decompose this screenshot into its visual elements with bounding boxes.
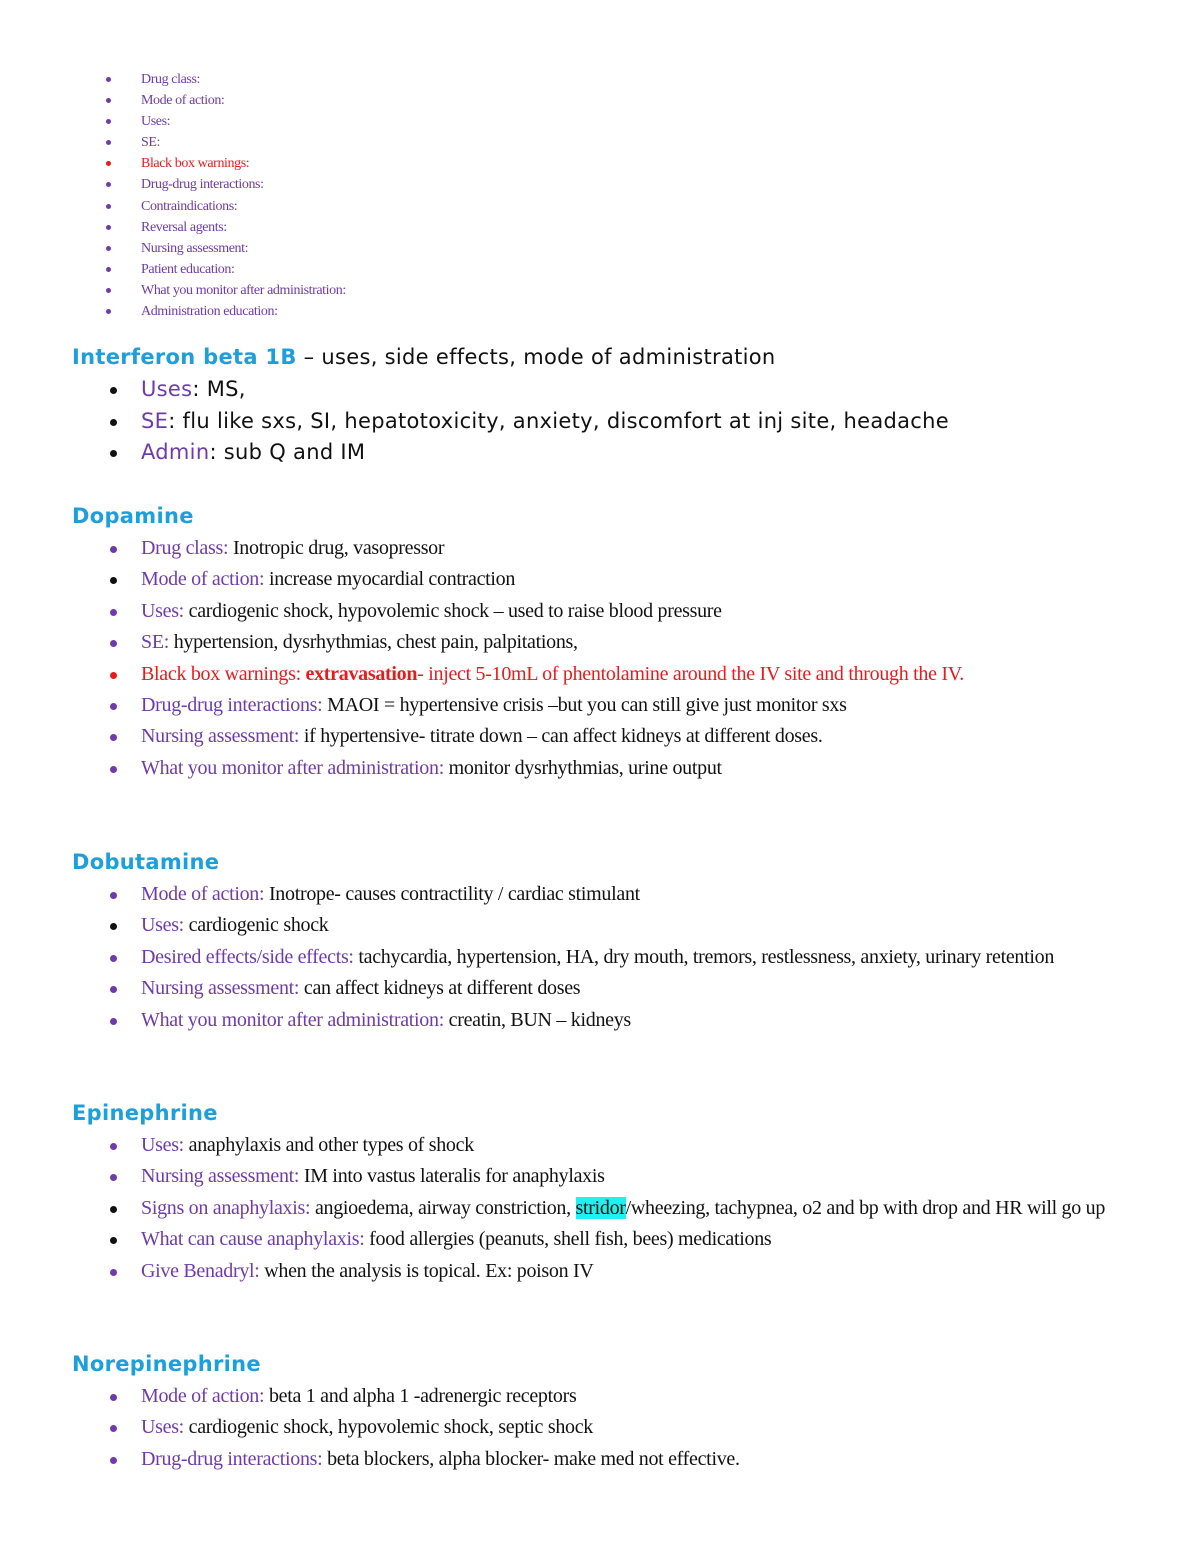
list-item: Signs on anaphylaxis: angioedema, airway constriction, stridor/wheezing, tachypnea, o2 and bp with drop and HR will go up	[72, 1193, 1152, 1224]
item-list	[72, 374, 1152, 469]
bullet-icon	[110, 1018, 117, 1025]
list-item: Drug-drug interactions: MAOI = hypertensive crisis –but you can still give just monitor sxs	[72, 690, 1152, 721]
list-item: Admin: sub Q and IM	[72, 437, 1152, 469]
bullet-icon	[110, 450, 117, 457]
list-item: Nursing assessment: can affect kidneys at different doses	[72, 973, 1152, 1004]
bullet-icon	[110, 955, 117, 962]
bullet-icon	[110, 703, 117, 710]
section-dopamine	[72, 501, 1152, 784]
item-list	[72, 1381, 1152, 1475]
template-field: Drug-drug interactions:	[106, 174, 346, 195]
template-field: SE:	[106, 132, 346, 153]
bullet-icon	[106, 182, 111, 187]
list-item: Drug-drug interactions: beta blockers, alpha blocker- make med not effective.	[72, 1444, 1152, 1475]
bullet-icon	[110, 1394, 117, 1401]
list-item: What you monitor after administration: monitor dysrhythmias, urine output	[72, 753, 1152, 784]
bullet-icon	[110, 672, 117, 679]
bullet-icon	[106, 267, 111, 272]
list-item: What you monitor after administration: creatin, BUN – kidneys	[72, 1005, 1152, 1036]
list-item: Mode of action: Inotrope- causes contractility / cardiac stimulant	[72, 879, 1152, 910]
bullet-icon	[110, 1237, 117, 1244]
list-item: Uses: cardiogenic shock	[72, 910, 1152, 941]
section-heading: Dobutamine	[72, 850, 220, 874]
section-norepinephrine	[72, 1349, 1152, 1475]
list-item: SE: flu like sxs, SI, hepatotoxicity, anxiety, discomfort at inj site, headache	[72, 406, 1152, 438]
bullet-icon	[106, 140, 111, 145]
bullet-icon	[110, 609, 117, 616]
list-item: Nursing assessment: if hypertensive- titrate down – can affect kidneys at different doses.	[72, 721, 1152, 752]
bullet-icon	[106, 119, 111, 124]
bullet-icon	[110, 1269, 117, 1276]
section-heading: Dopamine	[72, 504, 194, 528]
template-field: Patient education:	[106, 259, 346, 280]
bullet-icon	[110, 923, 117, 930]
bullet-icon	[106, 161, 111, 166]
template-field: Administration education:	[106, 301, 346, 322]
list-item: Uses: cardiogenic shock, hypovolemic shock, septic shock	[72, 1412, 1152, 1443]
list-item: What can cause anaphylaxis: food allergies (peanuts, shell fish, bees) medications	[72, 1224, 1152, 1255]
template-field: Contraindications:	[106, 196, 346, 217]
bullet-icon	[110, 387, 117, 394]
template-field: What you monitor after administration:	[106, 280, 346, 301]
section-heading: Interferon beta 1B – uses, side effects, mode of administration	[72, 345, 776, 369]
list-item: Give Benadryl: when the analysis is topical. Ex: poison IV	[72, 1256, 1152, 1287]
bullet-icon	[106, 288, 111, 293]
bullet-icon	[110, 1174, 117, 1181]
section-heading: Epinephrine	[72, 1101, 218, 1125]
bullet-icon	[110, 1143, 117, 1150]
list-item: Nursing assessment: IM into vastus lateralis for anaphylaxis	[72, 1161, 1152, 1192]
list-item: Drug class: Inotropic drug, vasopressor	[72, 533, 1152, 564]
bullet-icon	[110, 766, 117, 773]
highlighted-text: stridor	[575, 1196, 626, 1219]
list-item-warning: Black box warnings: extravasation- inject 5-10mL of phentolamine around the IV site and through the IV.	[72, 659, 1152, 690]
list-item: Desired effects/side effects: tachycardia, hypertension, HA, dry mouth, tremors, restlessness, anxiety, urinary retention	[72, 942, 1152, 973]
template-field: Drug class:	[106, 69, 346, 90]
list-item: Mode of action: increase myocardial contraction	[72, 564, 1152, 595]
template-field-list	[106, 69, 346, 322]
section-epinephrine	[72, 1098, 1152, 1287]
bullet-icon	[110, 546, 117, 553]
section-interferon	[72, 342, 1152, 469]
list-item: Uses: MS,	[72, 374, 1152, 406]
bullet-icon	[106, 309, 111, 314]
bullet-icon	[106, 225, 111, 230]
bullet-icon	[110, 577, 117, 584]
item-list	[72, 879, 1152, 1036]
bullet-icon	[106, 77, 111, 82]
bullet-icon	[110, 734, 117, 741]
bullet-icon	[110, 419, 117, 426]
bullet-icon	[110, 1206, 117, 1213]
list-item: Uses: cardiogenic shock, hypovolemic shock – used to raise blood pressure	[72, 596, 1152, 627]
template-field: Uses:	[106, 111, 346, 132]
item-list	[72, 533, 1152, 784]
bullet-icon	[110, 640, 117, 647]
bullet-icon	[110, 892, 117, 899]
bullet-icon	[106, 246, 111, 251]
list-item: Uses: anaphylaxis and other types of shock	[72, 1130, 1152, 1161]
template-field: Mode of action:	[106, 90, 346, 111]
list-item: SE: hypertension, dysrhythmias, chest pain, palpitations,	[72, 627, 1152, 658]
list-item: Mode of action: beta 1 and alpha 1 -adrenergic receptors	[72, 1381, 1152, 1412]
bullet-icon	[106, 98, 111, 103]
bullet-icon	[110, 1425, 117, 1432]
template-field: Nursing assessment:	[106, 238, 346, 259]
bullet-icon	[106, 204, 111, 209]
template-field-warning: Black box warnings:	[106, 153, 346, 174]
item-list	[72, 1130, 1152, 1287]
section-dobutamine	[72, 847, 1152, 1036]
bullet-icon	[110, 1457, 117, 1464]
template-field: Reversal agents:	[106, 217, 346, 238]
section-heading: Norepinephrine	[72, 1352, 261, 1376]
bullet-icon	[110, 986, 117, 993]
